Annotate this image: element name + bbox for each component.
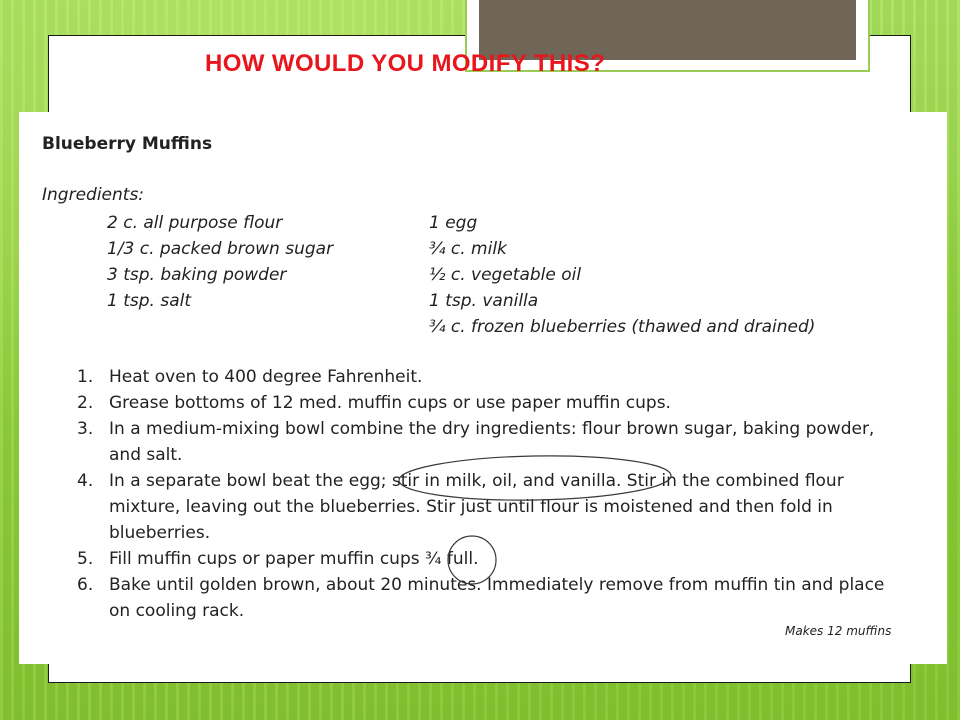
step-item [77, 546, 909, 572]
ingredient-item: 1 tsp. salt [107, 291, 192, 311]
ingredient-item: ¾ c. milk [429, 239, 507, 259]
ingredient-item: 3 tsp. baking powder [107, 265, 287, 285]
step-number: 4. [77, 471, 94, 491]
ingredient-item: ¾ c. frozen blueberries (thawed and drained) [429, 317, 816, 337]
step-item [77, 390, 909, 416]
step-number: 5. [77, 549, 94, 569]
ingredients-left-column [107, 210, 333, 314]
ingredient-item: 1/3 c. packed brown sugar [107, 239, 334, 259]
step-text: In a medium-mixing bowl combine the dry ingredients: flour brown sugar, baking powder, and salt. [109, 419, 875, 465]
ingredient-item: 1 tsp. vanilla [429, 291, 539, 311]
step-number: 6. [77, 575, 94, 595]
step-item [77, 468, 909, 546]
instruction-steps [77, 364, 909, 624]
ingredients-right-column [429, 210, 815, 340]
step-number: 3. [77, 419, 94, 439]
ingredient-item: ½ c. vegetable oil [429, 265, 582, 285]
ingredient-item: 2 c. all purpose flour [107, 213, 283, 233]
slide-title: HOW WOULD YOU MODIFY THIS? [205, 50, 606, 77]
step-text: In a separate bowl beat the egg; stir in milk, oil, and vanilla. Stir in the combined flour mixture, leaving out the blueberries. Stir just until flour is moistened and then fold in blueberries. [109, 471, 844, 543]
step-item [77, 364, 909, 390]
ingredient-item: 1 egg [429, 213, 478, 233]
step-item [77, 572, 909, 624]
step-number: 2. [77, 393, 94, 413]
step-text: Bake until golden brown, about 20 minutes. Immediately remove from muffin tin and place on cooling rack. [109, 575, 885, 621]
step-text: Fill muffin cups or paper muffin cups ¾ full. [109, 549, 479, 569]
ingredients-heading: Ingredients: [42, 185, 145, 205]
step-number: 1. [77, 367, 94, 387]
step-text: Heat oven to 400 degree Fahrenheit. [109, 367, 423, 387]
recipe-yield: Makes 12 muffins [785, 624, 892, 638]
step-item [77, 416, 909, 468]
recipe-image [19, 112, 947, 664]
step-text: Grease bottoms of 12 med. muffin cups or use paper muffin cups. [109, 393, 671, 413]
recipe-title: Blueberry Muffins [42, 134, 213, 154]
